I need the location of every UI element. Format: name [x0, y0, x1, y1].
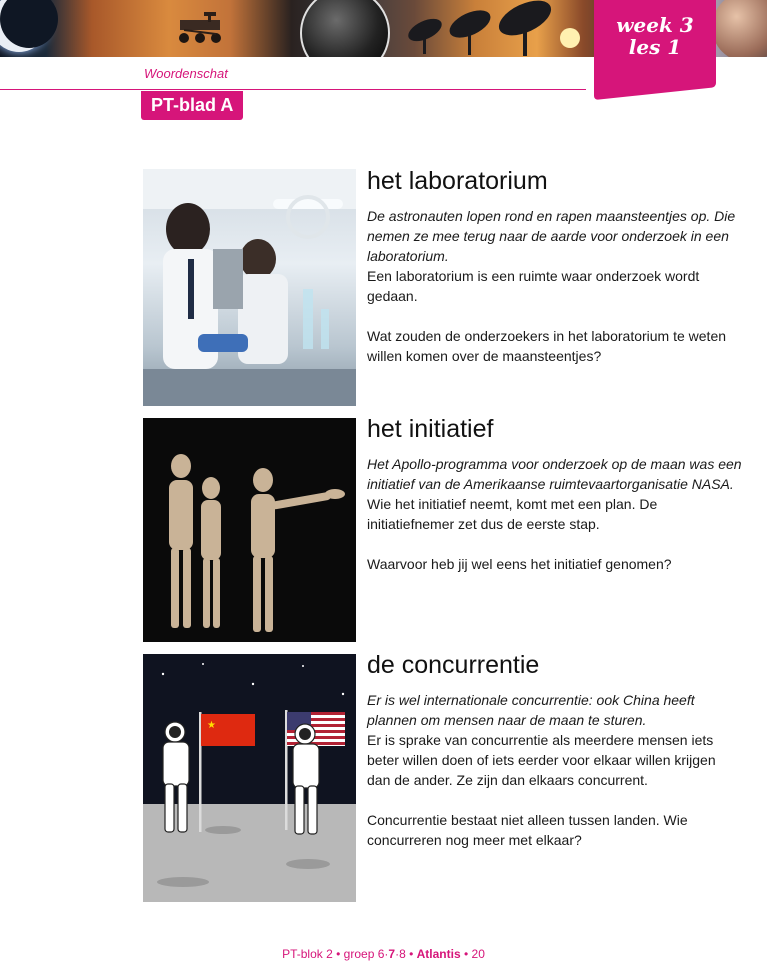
- entry-text-laboratorium: [367, 206, 742, 366]
- footer-group: groep 6: [343, 947, 385, 961]
- footer-group-current: 7: [388, 947, 396, 961]
- header-divider: [0, 89, 586, 90]
- crescent-moon-image: [0, 0, 48, 52]
- laboratory-photo: [143, 169, 356, 406]
- section-label: Woordenschat: [144, 66, 228, 81]
- entry-title-concurrentie: de concurrentie: [367, 651, 540, 679]
- footer-separator: •: [336, 947, 341, 961]
- footer-book: PT-blok 2: [282, 947, 333, 961]
- svg-text:★: ★: [207, 720, 216, 731]
- moon-globe-image: [300, 0, 390, 57]
- worksheet-tag: PT-blad A: [141, 91, 243, 120]
- wooden-mannequins-photo: [143, 418, 356, 642]
- footer-series: Atlantis: [416, 947, 461, 961]
- footer-group-suffix: 8: [399, 947, 406, 961]
- page-footer: PT-blok 2 • groep 6·7·8 • Atlantis • 20: [282, 947, 485, 961]
- example-sentence: Het Apollo-programma voor onderzoek op de maan was een initiatief van de Amerikaanse ruimtevaartorganisatie NASA.: [367, 456, 742, 492]
- definition: Wie het initiatief neemt, komt met een plan. De initiatiefnemer zet dus de eerste stap.: [367, 496, 658, 532]
- example-sentence: De astronauten lopen rond en rapen maansteentjes op. Die nemen ze mee terug naar de aarde voor onderzoek in een laboratorium.: [367, 208, 736, 264]
- entry-text-initiatief: [367, 454, 742, 574]
- question: Concurrentie bestaat niet alleen tussen landen. Wie concurreren nog meer met elkaar?: [367, 812, 688, 848]
- question: Wat zouden de onderzoekers in het laboratorium te weten willen komen over de maansteentjes?: [367, 328, 727, 364]
- planet-image: [712, 0, 767, 57]
- week-number: week 3: [616, 13, 694, 37]
- definition: Er is sprake van concurrentie als meerdere mensen iets beter willen doen of iets eerder voor elkaar willen krijgen dan de ander. Ze zijn dan elkaars concurrent.: [367, 732, 716, 788]
- example-sentence: Er is wel internationale concurrentie: ook China heeft plannen om mensen naar de maan te sturen.: [367, 692, 695, 728]
- entry-title-laboratorium: het laboratorium: [367, 167, 548, 195]
- mars-rover-image: [170, 12, 240, 46]
- definition: Een laboratorium is een ruimte waar onderzoek wordt gedaan.: [367, 268, 700, 304]
- footer-separator: •: [409, 947, 414, 961]
- question: Waarvoor heb jij wel eens het initiatief genomen?: [367, 556, 672, 572]
- entry-text-concurrentie: [367, 690, 742, 850]
- page-number: 20: [471, 947, 485, 961]
- radio-telescopes-image: [395, 0, 605, 57]
- astronauts-on-moon-illustration: [143, 654, 356, 902]
- footer-separator: •: [464, 947, 469, 961]
- entry-title-initiatief: het initiatief: [367, 415, 494, 443]
- week-lesson-label: [600, 14, 710, 58]
- lesson-number: les 1: [628, 35, 682, 59]
